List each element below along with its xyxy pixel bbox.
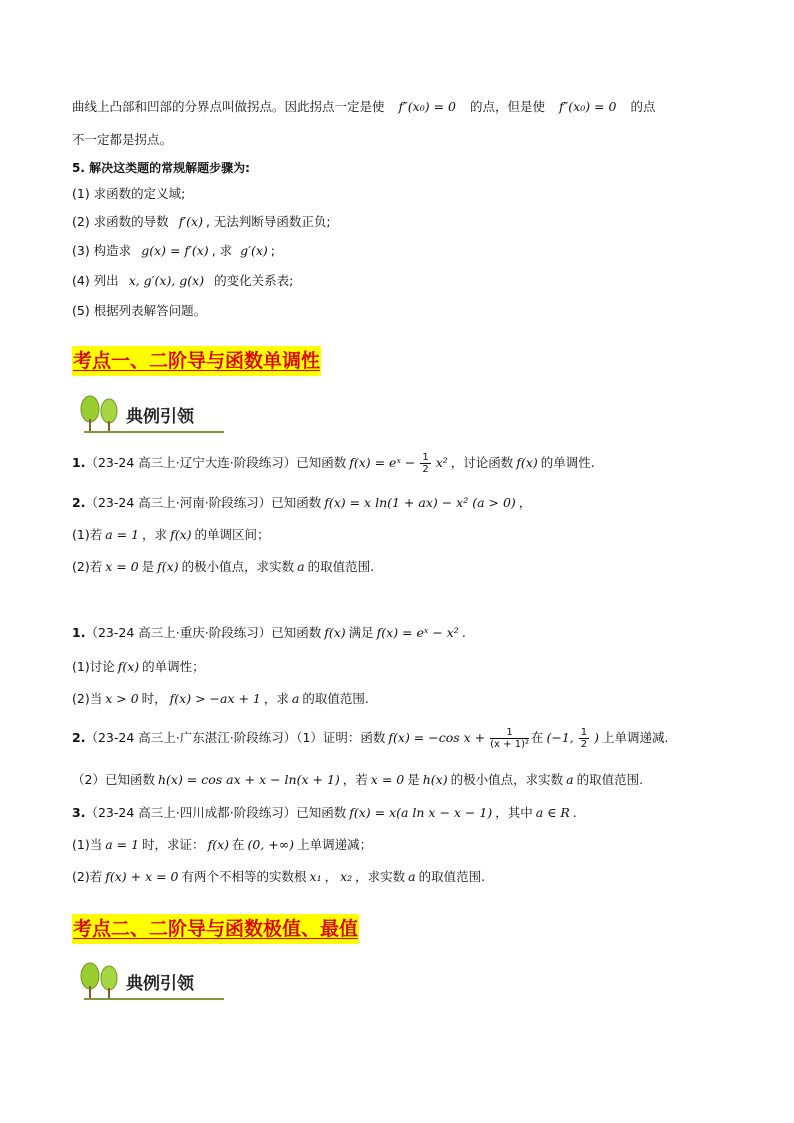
step-4: (4) 列出 x, g′(x), g(x) 的变化关系表; xyxy=(72,273,294,288)
example-2: 2.（23-24 高三上·河南·阶段练习）已知函数 f(x) = x ln(1 + ax) − x² (a > 0) ， xyxy=(72,495,532,510)
fraction-one-half: $\frac{1}{2}$ xyxy=(422,452,429,475)
fraction-one-over-x-plus-one-squared: $\frac{1}{\text{(x + 1)²}}$ xyxy=(490,727,529,750)
example-1: 1.（23-24 高三上·辽宁大连·阶段练习）已知函数 f(x) = eˣ − $\frac{1}{2}$ x² ，讨论函数 f(x) 的单调性. xyxy=(72,452,595,475)
step-5: (5) 根据列表解答问题。 xyxy=(72,303,207,318)
step-1: (1) 求函数的定义域; xyxy=(72,186,186,201)
example-2-part-2: (2)若 x = 0 是 f(x) 的极小值点，求实数 a 的取值范围. xyxy=(72,559,375,574)
practice-1-part-1: (1)讨论 f(x) 的单调性； xyxy=(72,659,205,674)
second-derivative-zero-formula-2: f″(x₀) = 0 xyxy=(558,99,617,114)
practice-3-part-1: (1)当 a = 1 时，求证： f(x) 在 (0, +∞) 上单调递减； xyxy=(72,837,373,852)
intro-text-b: 的点，但是使 xyxy=(469,99,545,114)
practice-1-part-2: (2)当 x > 0 时， f(x) > −ax + 1 ，求 a 的取值范围. xyxy=(72,691,369,706)
example-banner-1 xyxy=(76,395,226,439)
practice-1: 1.（23-24 高三上·重庆·阶段练习）已知函数 f(x) 满足 f(x) = eˣ − x² . xyxy=(72,625,466,640)
intro-line-1 xyxy=(72,96,655,118)
intro-line-2: 不一定都是拐点。 xyxy=(72,132,173,147)
steps-heading: 5. 解决这类题的常规解题步骤为: xyxy=(72,161,250,175)
intro-text-a: 曲线上凸部和凹部的分界点叫做拐点。因此拐点一定是使 xyxy=(72,99,385,114)
practice-3: 3.（23-24 高三上·四川成都·阶段练习）已知函数 f(x) = x(a ln x − x − 1) ，其中 a ∈ R . xyxy=(72,805,577,820)
example-2-part-1: (1)若 a = 1 ，求 f(x) 的单调区间； xyxy=(72,527,270,542)
second-derivative-zero-formula: f″(x₀) = 0 xyxy=(398,99,456,114)
example-banner-2 xyxy=(76,962,226,1006)
section-heading-1: 考点一、二阶导与函数单调性 xyxy=(72,346,321,376)
step-2: (2) 求函数的导数 f′(x) , 无法判断导函数正负; xyxy=(72,214,331,229)
intro-text-c: 的点 xyxy=(630,99,656,114)
banner-underline-1 xyxy=(84,431,224,433)
fraction-one-half-2: $\frac{1}{2}$ xyxy=(580,727,588,750)
step-3: (3) 构造求 g(x) = f′(x) , 求 g′(x) ; xyxy=(72,243,276,258)
practice-3-part-2: (2)若 f(x) + x = 0 有两个不相等的实数根 x₁ ， x₂ ，求实数 a 的取值范围. xyxy=(72,869,486,884)
banner-title-1: 典例引领 xyxy=(126,407,194,427)
practice-2: 2.（23-24 高三上·广东湛江·阶段练习）（1）证明：函数 f(x) = −cos x + $\frac{1}{\text{(x + 1)²}}$ 在 (−1, $\frac{1}{2}$ ) 上单调递减. xyxy=(72,727,669,750)
banner-title-2: 典例引领 xyxy=(126,974,194,994)
practice-2-part-2: （2）已知函数 h(x) = cos ax + x − ln(x + 1) ，若 x = 0 是 h(x) 的极小值点，求实数 a 的取值范围. xyxy=(72,772,644,787)
banner-underline-2 xyxy=(84,998,224,1000)
section-heading-2: 考点二、二阶导与函数极值、最值 xyxy=(72,914,359,944)
